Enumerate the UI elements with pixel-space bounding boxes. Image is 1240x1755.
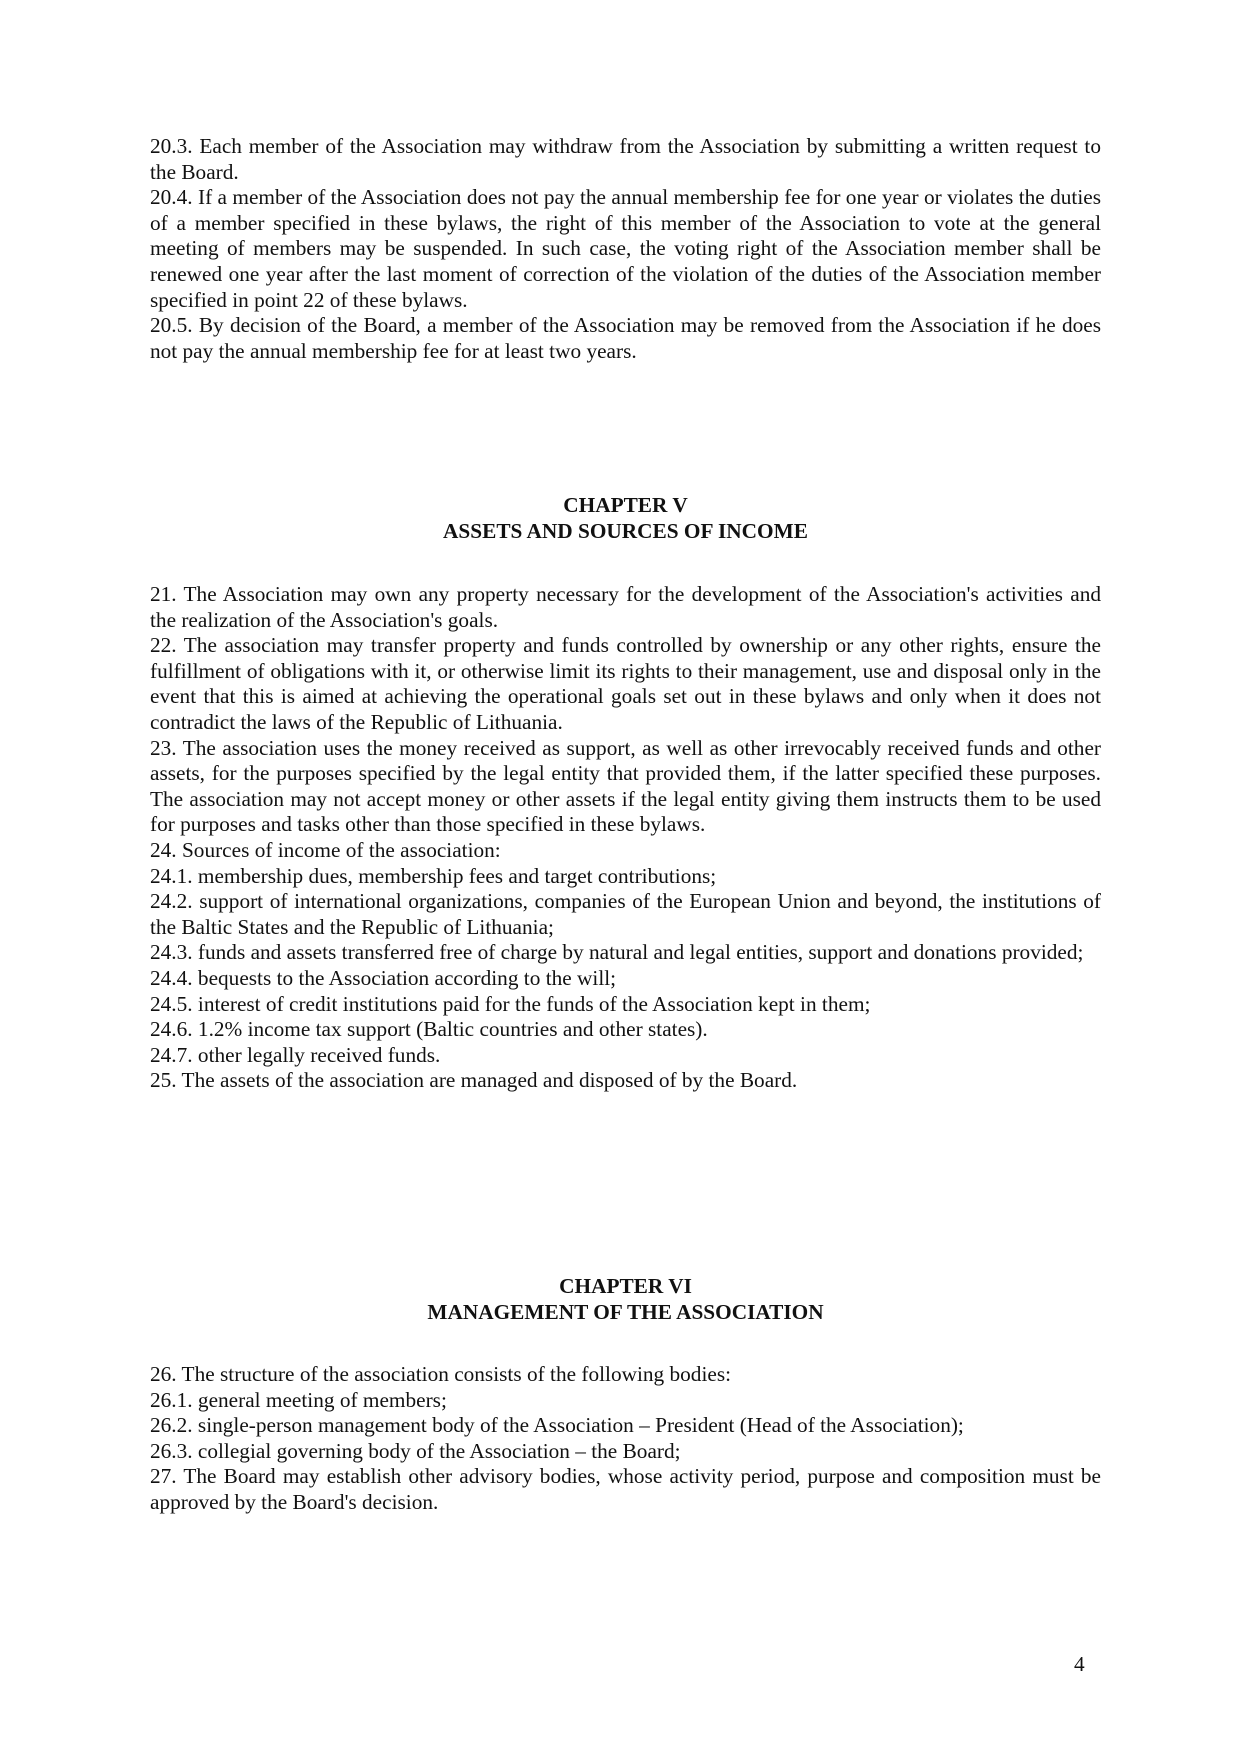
clause-20-4: 20.4. If a member of the Association does not pay the annual membership fee for one year or violates the duties of a member specified in these bylaws, the right of this member of the Association to vote at the general meeting of members may be suspended. In such case, the voting right of the Association member shall be renewed one year after the last moment of correction of the violation of the duties of the Association member specified in point 22 of these bylaws. [150,185,1101,312]
clause-26: 26. The structure of the association consists of the following bodies: [150,1362,732,1386]
clause-24-6: 24.6. 1.2% income tax support (Baltic countries and other states). [150,1017,708,1042]
clause-23: 23. The association uses the money received as support, as well as other irrevocably received funds and other assets, for the purposes specified by the legal entity that provided them, if the latter specified these purposes. The association may not accept money or other assets if the legal entity giving them instructs them to be used for purposes and tasks other than those specified in these bylaws. [150,735,1101,837]
chapter-v-number: CHAPTER V [563,493,688,517]
clause-27: 27. The Board may establish other advisory bodies, whose activity period, purpose and composition must be approved by the Board's decision. [150,1464,1101,1514]
clause-21: 21. The Association may own any property necessary for the development of the Association's activities and the realization of the Association's goals. [150,582,1101,632]
section-membership-clauses [150,134,1101,364]
chapter-v-title: ASSETS AND SOURCES OF INCOME [443,518,808,543]
clause-26-3: 26.3. collegial governing body of the Association – the Board; [150,1438,681,1463]
clause-24-5: 24.5. interest of credit institutions paid for the funds of the Association kept in them; [150,991,871,1016]
chapter-v-body [150,582,1101,1094]
clause-24-1: 24.1. membership dues, membership fees and target contributions; [150,863,717,888]
chapter-vi-body [150,1362,1101,1516]
clause-26-2: 26.2. single-person management body of the Association – President (Head of the Association); [150,1413,964,1438]
clause-22: 22. The association may transfer property and funds controlled by ownership or any other rights, ensure the fulfillment of obligations with it, or otherwise limit its rights to their management, use and disposal only in the event that this is aimed at achieving the operational goals set out in these bylaws and only when it does not contradict the laws of the Republic of Lithuania. [150,633,1101,734]
chapter-vi-number: CHAPTER VI [559,1274,692,1298]
clause-20-5: 20.5. By decision of the Board, a member of the Association may be removed from the Association if he does not pay the annual membership fee for at least two years. [150,313,1101,363]
clause-25: 25. The assets of the association are managed and disposed of by the Board. [150,1068,798,1093]
chapter-vi-title: MANAGEMENT OF THE ASSOCIATION [427,1299,824,1324]
clause-24-3: 24.3. funds and assets transferred free of charge by natural and legal entities, support and donations provided; [150,940,1084,965]
chapter-vi-heading [150,1274,1101,1325]
page-number: 4 [1074,1652,1085,1676]
clause-26-1: 26.1. general meeting of members; [150,1387,447,1412]
clause-24-2: 24.2. support of international organizations, companies of the European Union and beyond, the institutions of the Baltic States and the Republic of Lithuania; [150,889,1101,939]
clause-24-7: 24.7. other legally received funds. [150,1042,441,1067]
chapter-v-heading [150,493,1101,544]
clause-24: 24. Sources of income of the association: [150,837,501,862]
clause-20-3: 20.3. Each member of the Association may withdraw from the Association by submitting a written request to the Board. [150,134,1101,184]
clause-24-4: 24.4. bequests to the Association according to the will; [150,965,617,990]
